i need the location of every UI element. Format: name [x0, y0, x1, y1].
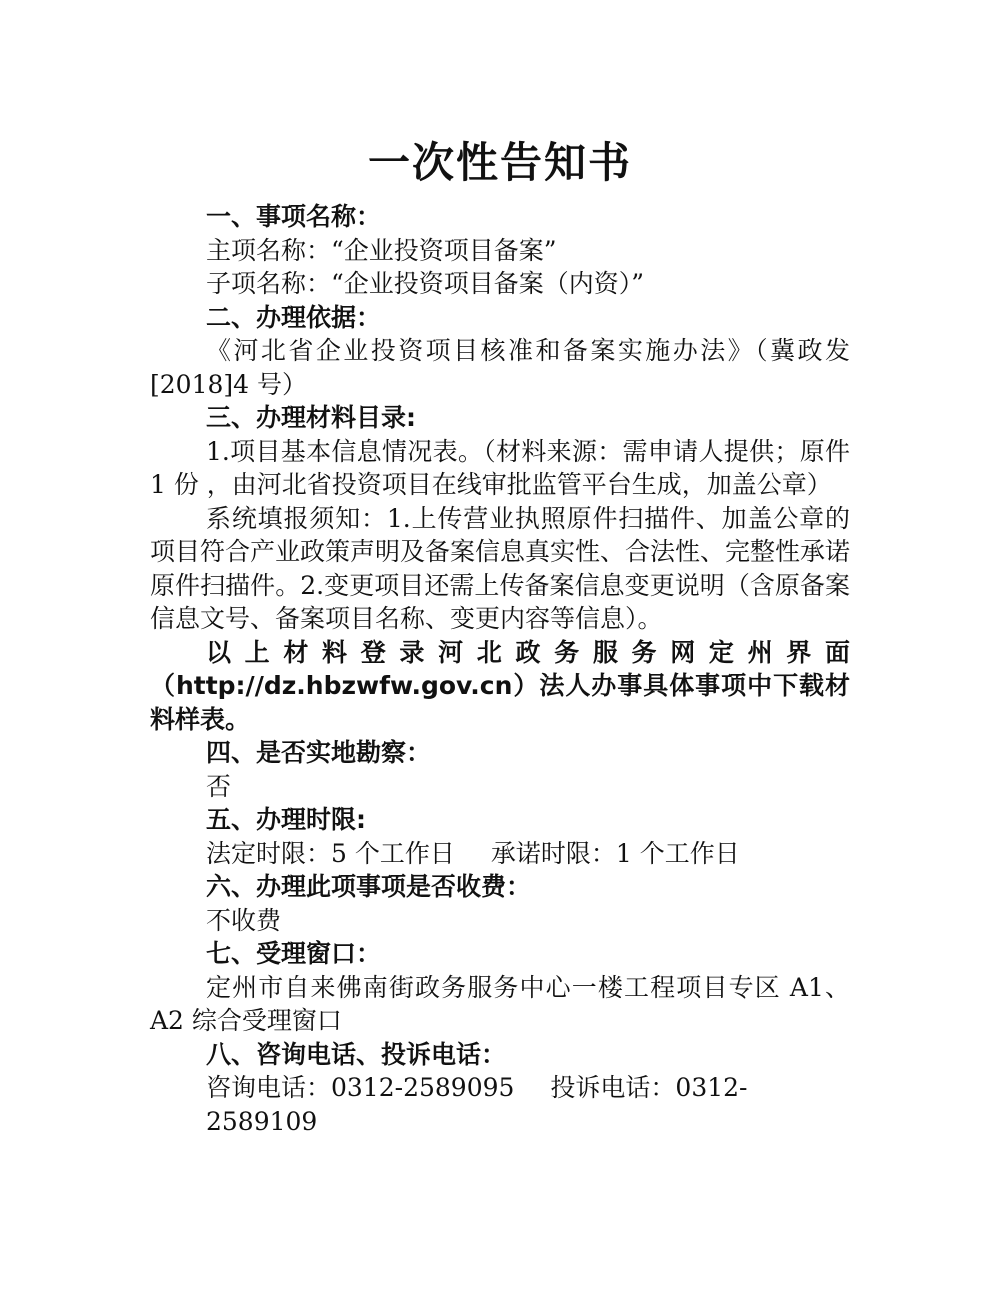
site-survey-value: 否: [206, 771, 232, 801]
time-limits-line: [150, 837, 850, 871]
section-2-heading: 二、办理依据：: [206, 302, 382, 332]
phone-line: [150, 1071, 850, 1138]
page-title: 一次性告知书: [367, 138, 632, 187]
material-item-1: 1.项目基本信息情况表。（材料来源：需申请人提供；原件 1 份 ，由河北省投资项目在线审批监管平台生成，加盖公章）: [150, 436, 850, 499]
section-7-heading: 七、受理窗口：: [206, 939, 382, 968]
sub-item-name: 子项名称：“企业投资项目备案（内资）”: [206, 269, 645, 298]
section-4-heading: 四、是否实地勘察：: [206, 738, 432, 767]
promised-time-limit: 承诺时限：1 个工作日: [490, 838, 740, 868]
main-item-name: 主项名称：“企业投资项目备案”: [206, 235, 557, 265]
system-filing-notice: 系统填报须知：1.上传营业执照原件扫描件、加盖公章的项目符合产业政策声明及备案信息真实性、合法性、完整性承诺原件扫描件。2.变更项目还需上传备案信息变更说明（含原备案信息文号、备案项目名称、变更内容等信息）。: [150, 503, 851, 633]
document-body: [150, 200, 850, 1138]
legal-basis: 《河北省企业投资项目核准和备案实施办法》（冀政发[2018]4 号）: [150, 336, 850, 399]
download-notice: 以上材料登录河北政务服务网定州界面（http://dz.hbzwfw.gov.cn）法人办事具体事项中下载材料样表。: [150, 637, 850, 734]
section-6-heading: 六、办理此项事项是否收费：: [206, 872, 532, 901]
section-5-heading: 五、办理时限:: [206, 805, 366, 834]
section-3-heading: 三、办理材料目录:: [206, 403, 416, 432]
section-8-heading: 八、咨询电话、投诉电话：: [206, 1039, 507, 1069]
legal-time-limit: 法定时限：5 个工作日: [206, 838, 455, 868]
service-window: 定州市自来佛南街政务服务中心一楼工程项目专区 A1、A2 综合受理窗口: [150, 972, 850, 1035]
complaint-phone: 投诉电话：0312-2589109: [206, 1073, 748, 1136]
fee-value: 不收费: [206, 905, 282, 935]
consult-phone: 咨询电话：0312-2589095: [206, 1073, 515, 1102]
section-1-heading: 一、事项名称：: [206, 202, 382, 231]
